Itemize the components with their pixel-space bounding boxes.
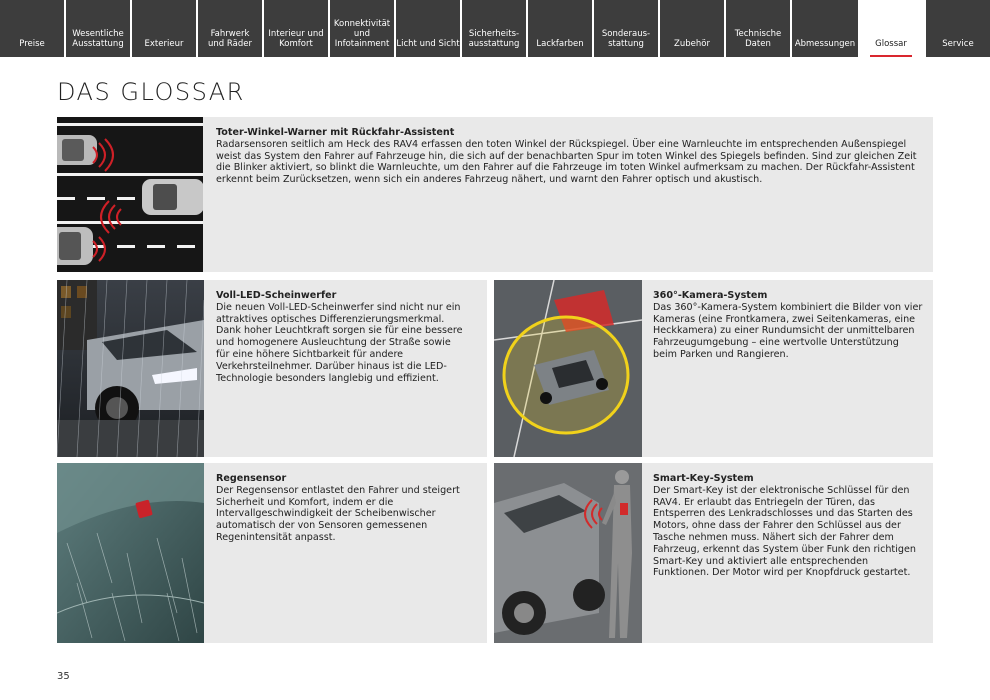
- glossary-card-blind-spot: [57, 117, 933, 272]
- tab-abmessungen[interactable]: [792, 0, 858, 57]
- tab-label: Preise: [19, 39, 45, 49]
- tab-technische-daten[interactable]: [726, 0, 790, 57]
- tab-label: Service: [942, 39, 974, 49]
- tab-interieur[interactable]: [264, 0, 328, 57]
- tab-exterieur[interactable]: [132, 0, 196, 57]
- rain-sensor-image: [57, 463, 204, 643]
- tab-lackfarben[interactable]: [528, 0, 592, 57]
- page-title: DAS GLOSSAR: [57, 78, 245, 106]
- tab-label: Lackfarben: [536, 39, 584, 49]
- tab-preise[interactable]: [0, 0, 64, 57]
- smart-key-image: [494, 463, 642, 643]
- tab-zubehoer[interactable]: [660, 0, 724, 57]
- entry-body: Der Smart-Key ist der elektronische Schlüssel für den RAV4. Er erlaubt das Entriegeln der Türen, das Entsperren des Lenkradschlosses und das Starten des Motors, ohne dass der Fahrer den Schlüssel aus der Tasche nehmen muss. Nähert sich der Fahrer dem Fahrzeug, erkennt das System über Funk den richtigen Smart-Key und aktiviert alle entsprechenden Funktionen. Der Motor wird per Knopfdruck gestartet.: [653, 484, 916, 579]
- glossary-card-rain-sensor: [57, 463, 487, 643]
- tab-sonderausstattung[interactable]: [594, 0, 658, 57]
- tab-glossar[interactable]: [858, 0, 924, 57]
- blind-spot-image: [57, 117, 203, 272]
- top-navigation: [0, 0, 990, 57]
- tab-licht-und-sicht[interactable]: [396, 0, 460, 57]
- entry-title: 360°-Kamera-System: [653, 290, 768, 301]
- tab-label: Licht und Sicht: [396, 39, 460, 49]
- tab-sicherheitsausstattung[interactable]: [462, 0, 526, 57]
- entry-body: Das 360°-Kamera-System kombiniert die Bilder von vier Kameras (eine Frontkamera, zwei Seitenkameras, eine Heckkamera) zu einer Rundumsicht der unmittelbaren Fahrzeugumgebung – eine wertvolle Unterstützung beim Parken und Rangieren.: [653, 301, 923, 360]
- tab-label: Glossar: [875, 39, 907, 49]
- tab-label: Abmessungen: [794, 39, 856, 49]
- entry-body: Radarsensoren seitlich am Heck des RAV4 erfassen den toten Winkel der Rückspiegel. Über eine Warnleuchte im entsprechenden Außenspiegel weist das System den Fahrer auf Fahrzeuge hin, die sich auf der benachbarten Spur im toten Winkel des Spiegels befinden. Sind zur gleichen Zeit die Blinker aktiviert, so blinkt die Warnleuchte, um den Fahrer auf die Fahrzeuge im toten Winkel aufmerksam zu machen. Der Rückfahr-Assistent erkennt beim Zurücksetzen, wenn sich ein anderes Fahrzeug nähert, und warnt den Fahrer optisch und akustisch.: [216, 138, 917, 186]
- tab-label: Sonderaus- stattung: [601, 29, 651, 49]
- tab-label: Exterieur: [144, 39, 184, 49]
- tab-fahrwerk[interactable]: [198, 0, 262, 57]
- entry-title: Regensensor: [216, 473, 287, 484]
- tab-label: Technische Daten: [734, 29, 782, 49]
- tab-label: Konnektivität und Infotainment: [333, 19, 391, 49]
- tab-label: Fahrwerk und Räder: [208, 29, 252, 49]
- tab-konnektivitaet[interactable]: [330, 0, 394, 57]
- tab-label: Zubehör: [674, 39, 710, 49]
- tab-label: Interieur und Komfort: [268, 29, 324, 49]
- tab-service[interactable]: [926, 0, 990, 57]
- glossary-card-smart-key: [494, 463, 933, 643]
- page-number: 35: [57, 671, 70, 682]
- glossary-card-360-camera: [494, 280, 933, 457]
- led-headlight-image: [57, 280, 204, 457]
- entry-title: Toter-Winkel-Warner mit Rückfahr-Assistent: [216, 127, 455, 138]
- tab-label: Wesentliche Ausstattung: [72, 29, 124, 49]
- glossary-card-led: [57, 280, 487, 457]
- tab-wesentliche-ausstattung[interactable]: [66, 0, 130, 57]
- entry-body: Die neuen Voll-LED-Scheinwerfer sind nicht nur ein attraktives optisches Differenzierungsmerkmal. Dank hoher Leuchtkraft sorgen sie für eine bessere und homogenere Ausleuchtung der Straße sowie für eine höhere Sichtbarkeit für andere Verkehrsteilnehmer. Darüber hinaus ist die LED-Technologie besonders langlebig und effizient.: [216, 301, 463, 384]
- entry-title: Voll-LED-Scheinwerfer: [216, 290, 337, 301]
- tab-label: Sicherheits- ausstattung: [468, 29, 520, 49]
- entry-body: Der Regensensor entlastet den Fahrer und steigert Sicherheit und Komfort, indem er die Intervallgeschwindigkeit der Scheibenwischer automatisch der von Sensoren gemessenen Regenintensität anpasst.: [216, 484, 460, 543]
- entry-title: Smart-Key-System: [653, 473, 754, 484]
- camera-360-image: [494, 280, 642, 457]
